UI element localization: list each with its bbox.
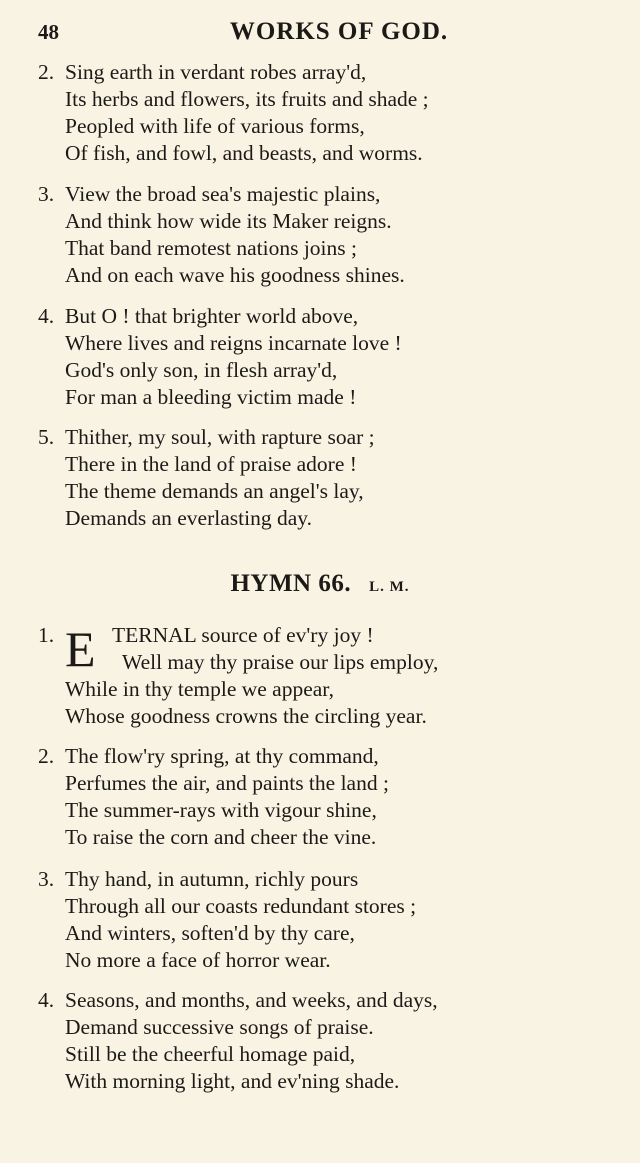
verse-line: 2. Sing earth in verdant robes array'd, [38, 60, 367, 84]
verse-line: That band remotest nations joins ; [65, 236, 357, 260]
verse-line: 3. Thy hand, in autumn, richly pours [38, 867, 359, 891]
verse-line: Still be the cheerful homage paid, [65, 1042, 356, 1066]
verse-line: Perfumes the air, and paints the land ; [65, 771, 389, 795]
verse-line: 3. View the broad sea's majestic plains, [38, 182, 381, 206]
stanza-number: 4. [38, 304, 55, 328]
verse-line: While in thy temple we appear, [65, 677, 334, 701]
verse-line: Peopled with life of various forms, [65, 114, 365, 138]
verse-line: And think how wide its Maker reigns. [65, 209, 392, 233]
verse-line: 1. TERNAL source of ev'ry joy ! [38, 623, 374, 647]
verse-line: 5. Thither, my soul, with rapture soar ; [38, 425, 375, 449]
stanza-number: 2. [38, 60, 55, 84]
stanza-number: 5. [38, 425, 55, 449]
page-number: 48 [38, 20, 59, 44]
verse-line: For man a bleeding victim made ! [65, 385, 357, 409]
verse-line: No more a face of horror wear. [65, 948, 331, 972]
verse-line: Of fish, and fowl, and beasts, and worms. [65, 141, 423, 165]
verse-line: With morning light, and ev'ning shade. [65, 1069, 400, 1093]
drop-cap: E [65, 621, 96, 677]
verse-line: Where lives and reigns incarnate love ! [65, 331, 402, 355]
verse-line: Its herbs and flowers, its fruits and shade ; [65, 87, 429, 111]
verse-line: 2. The flow'ry spring, at thy command, [38, 744, 379, 768]
verse-line: The summer-rays with vigour shine, [65, 798, 377, 822]
verse-line: Whose goodness crowns the circling year. [65, 704, 427, 728]
stanza-2-top [38, 59, 628, 167]
stanza-number: 1. [38, 623, 55, 647]
stanza-number: 4. [38, 988, 55, 1012]
verse-line: The theme demands an angel's lay, [65, 479, 364, 503]
verse-line: 4. Seasons, and months, and weeks, and days, [38, 988, 438, 1012]
verse-line: And winters, soften'd by thy care, [65, 921, 355, 945]
verse-line: Well may thy praise our lips employ, [122, 650, 439, 674]
verse-line: There in the land of praise adore ! [65, 452, 357, 476]
hymn-heading [0, 570, 640, 598]
stanza-number: 3. [38, 867, 55, 891]
stanza-4-top [38, 303, 628, 411]
verse-line: God's only son, in flesh array'd, [65, 358, 338, 382]
verse-line: Through all our coasts redundant stores ; [65, 894, 417, 918]
running-title: WORKS OF GOD. [229, 18, 449, 45]
stanza-2-hymn [38, 743, 628, 851]
verse-line: Demand successive songs of praise. [65, 1015, 374, 1039]
stanza-1-hymn [38, 622, 628, 730]
page-header [38, 18, 610, 48]
verse-line: And on each wave his goodness shines. [65, 263, 405, 287]
hymn-title: HYMN 66. [230, 570, 352, 597]
stanza-5-top [38, 424, 628, 532]
verse-line: To raise the corn and cheer the vine. [65, 825, 377, 849]
stanza-3-top [38, 181, 628, 289]
stanza-number: 2. [38, 744, 55, 768]
stanza-number: 3. [38, 182, 55, 206]
verse-line: 4. But O ! that brighter world above, [38, 304, 359, 328]
hymn-meter: L. M. [369, 579, 410, 595]
verse-line: Demands an everlasting day. [65, 506, 312, 530]
stanza-3-hymn [38, 866, 628, 974]
stanza-4-hymn [38, 987, 628, 1095]
